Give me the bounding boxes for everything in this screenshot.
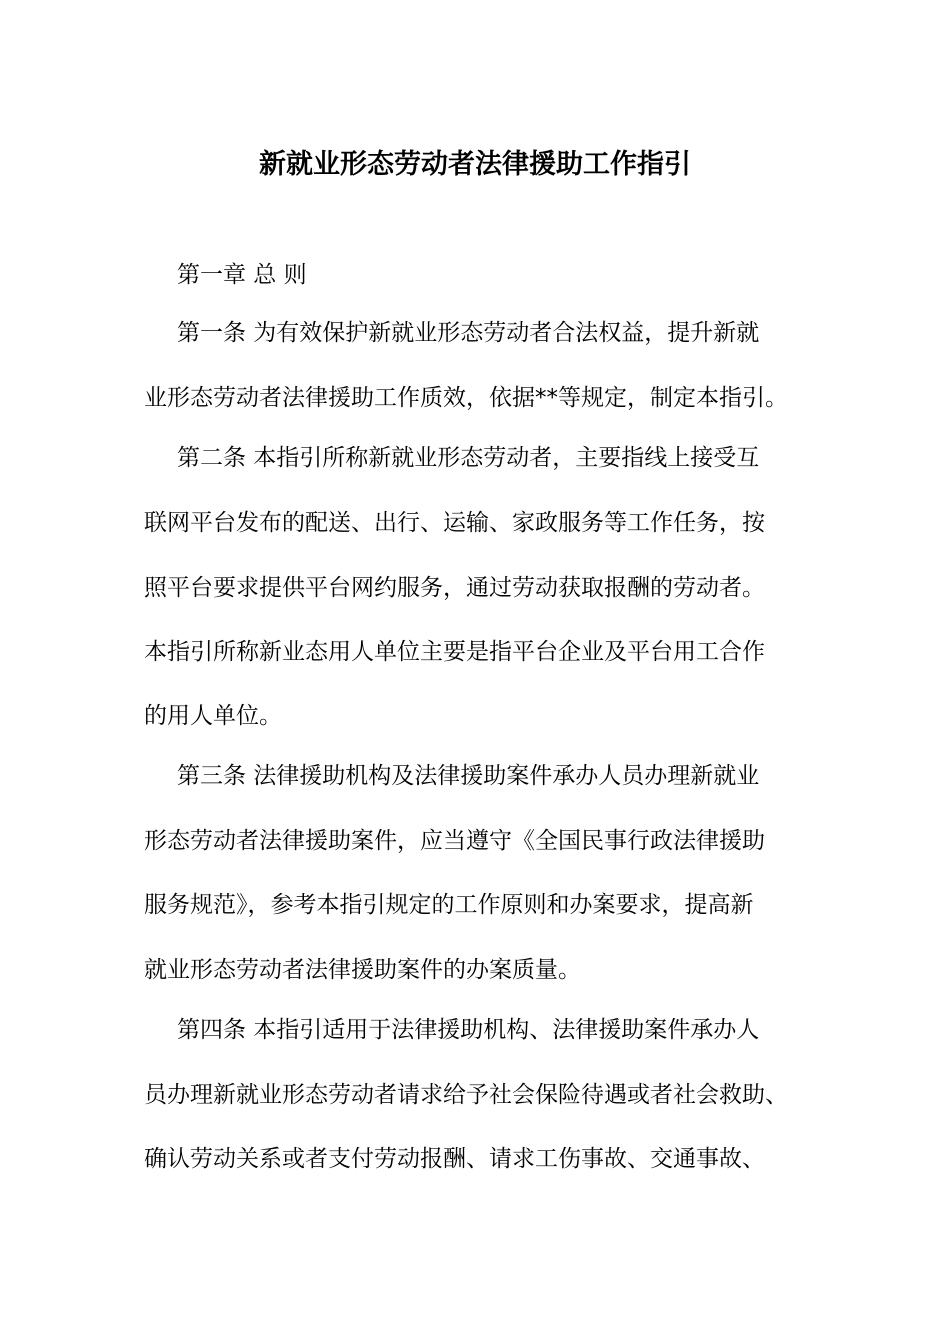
paragraph-line: 确认劳动关系或者支付劳动报酬、请求工伤事故、交通事故、 xyxy=(144,1146,765,1172)
paragraph-line: 照平台要求提供平台网约服务，通过劳动获取报酬的劳动者。 xyxy=(144,575,765,601)
chapter-heading: 第一章 总 则 xyxy=(177,262,307,288)
paragraph-line: 本指引所称新业态用人单位主要是指平台企业及平台用工合作 xyxy=(144,639,765,665)
paragraph-line: 的用人单位。 xyxy=(144,703,282,729)
paragraph-line: 第二条 本指引所称新就业形态劳动者，主要指线上接受互 xyxy=(177,445,760,471)
paragraph-line: 员办理新就业形态劳动者请求给予社会保险待遇或者社会救助、 xyxy=(144,1082,788,1108)
document-title: 新就业形态劳动者法律援助工作指引 xyxy=(259,149,691,180)
paragraph-line: 就业形态劳动者法律援助案件的办案质量。 xyxy=(144,957,581,983)
paragraph-line: 第四条 本指引适用于法律援助机构、法律援助案件承办人 xyxy=(177,1017,760,1043)
paragraph-line: 第三条 法律援助机构及法律援助案件承办人员办理新就业 xyxy=(177,763,760,789)
paragraph-line: 联网平台发布的配送、出行、运输、家政服务等工作任务，按 xyxy=(144,510,765,536)
paragraph-line: 第一条 为有效保护新就业形态劳动者合法权益，提升新就 xyxy=(177,320,760,346)
paragraph-line: 业形态劳动者法律援助工作质效，依据**等规定，制定本指引。 xyxy=(144,385,788,411)
paragraph-line: 形态劳动者法律援助案件，应当遵守《全国民事行政法律援助 xyxy=(144,828,765,854)
paragraph-line: 服务规范》，参考本指引规定的工作原则和办案要求，提高新 xyxy=(144,892,754,918)
